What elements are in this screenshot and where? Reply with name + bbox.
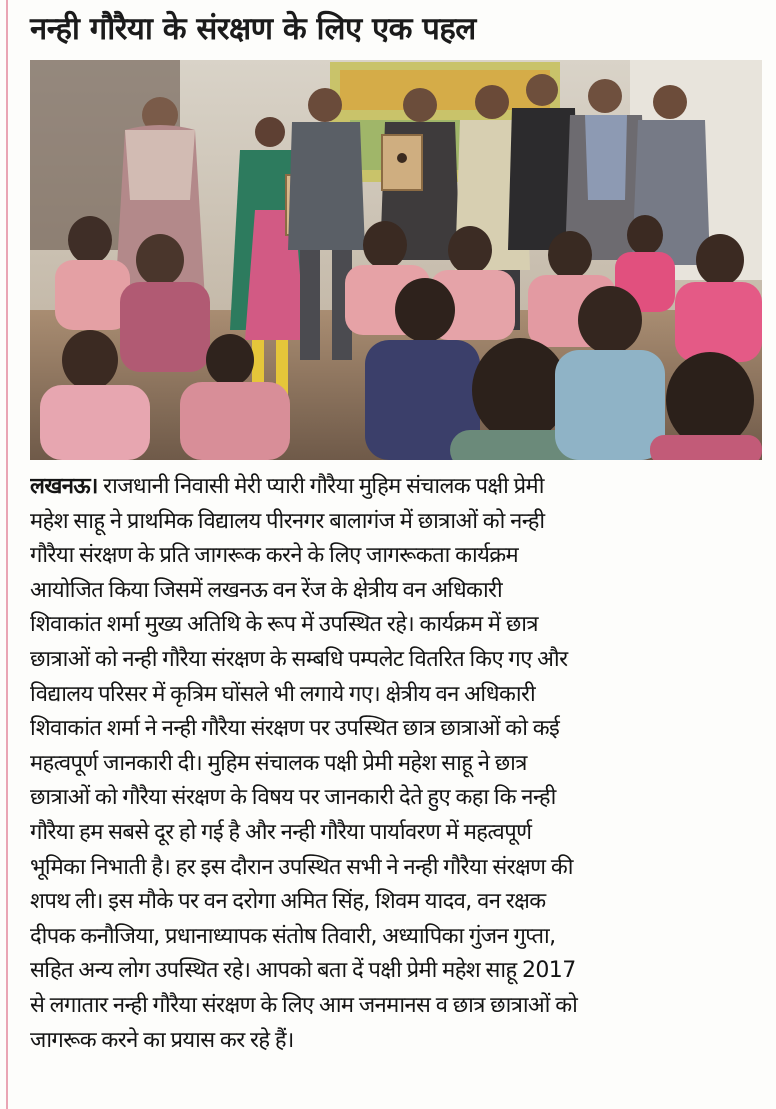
article-line: शपथ ली। इस मौके पर वन दरोगा अमित सिंह, शिवम यादव, वन रक्षक: [30, 889, 546, 915]
article-line: शिवाकांत शर्मा ने नन्ही गौरैया संरक्षण पर उपस्थित छात्र छात्राओं को कई: [30, 716, 560, 742]
article-line: छात्राओं को गौरैया संरक्षण के विषय पर जानकारी देते हुए कहा कि नन्ही: [30, 785, 556, 811]
article-line: आयोजित किया जिसमें लखनऊ वन रेंज के क्षेत्रीय वन अधिकारी: [30, 577, 503, 603]
article-line: महत्वपूर्ण जानकारी दी। मुहिम संचालक पक्षी प्रेमी महेश साहू ने छात्र: [30, 750, 527, 776]
news-photo: [30, 60, 762, 460]
article-line: दीपक कनौजिया, प्रधानाध्यापक संतोष तिवारी, अध्यापिका गुंजन गुप्ता,: [30, 923, 556, 949]
column-rule: [6, 0, 8, 1109]
article-line: से लगातार नन्ही गौरैया संरक्षण के लिए आम जनमानस व छात्र छात्राओं को: [30, 992, 578, 1018]
article-line: शिवाकांत शर्मा मुख्य अतिथि के रूप में उपस्थित रहे। कार्यक्रम में छात्र: [30, 612, 538, 638]
article-line: जागरूक करने का प्रयास कर रहे हैं।: [30, 1027, 294, 1053]
dateline: लखनऊ।: [30, 474, 98, 499]
article-body: [30, 470, 766, 1058]
article-line: भूमिका निभाती है। हर इस दौरान उपस्थित सभी ने नन्ही गौरैया संरक्षण की: [30, 854, 573, 880]
article-line: गौरैया हम सबसे दूर हो गई है और नन्ही गौरैया पार्यावरण में महत्वपूर्ण: [30, 819, 532, 845]
article-line: विद्यालय परिसर में कृत्रिम घोंसले भी लगाये गए। क्षेत्रीय वन अधिकारी: [30, 681, 536, 707]
article-line: सहित अन्य लोग उपस्थित रहे। आपको बता दें पक्षी प्रेमी महेश साहू 2017: [30, 958, 576, 984]
article-line: छात्राओं को नन्ही गौरैया संरक्षण के सम्बधि पम्पलेट वितरित किए गए और: [30, 646, 568, 672]
article-line: गौरैया संरक्षण के प्रति जागरूक करने के लिए जागरूकता कार्यक्रम: [30, 543, 519, 569]
article-line-text: राजधानी निवासी मेरी प्यारी गौरैया मुहिम संचालक पक्षी प्रेमी: [97, 474, 544, 499]
headline: नन्ही गौरैया के संरक्षण के लिए एक पहल: [30, 11, 476, 47]
article-line: [30, 470, 766, 505]
article-line: महेश साहू ने प्राथमिक विद्यालय पीरनगर बालागंज में छात्राओं को नन्ही: [30, 508, 545, 534]
